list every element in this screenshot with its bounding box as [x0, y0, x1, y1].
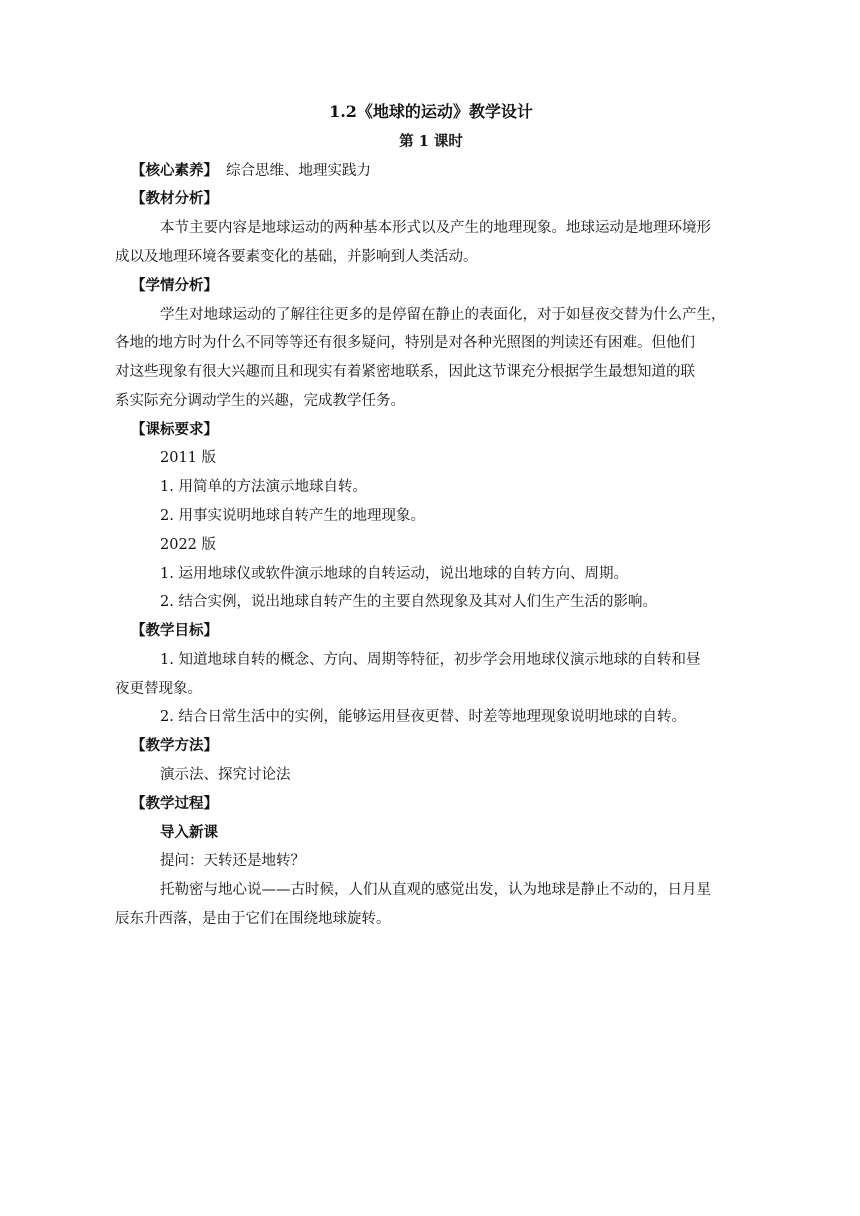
paragraph-line: 学生对地球运动的了解往往更多的是停留在静止的表面化，对于如昼夜交替为什么产生， — [160, 306, 726, 323]
student-analysis-paragraph — [115, 303, 731, 414]
core-literacy — [131, 159, 731, 184]
teaching-method-text: 演示法、探究讨论法 — [160, 767, 291, 783]
paragraph-line: 夜更替现象。 — [115, 680, 202, 697]
paragraph-line: 成以及地理环境各要素变化的基础，并影响到人类活动。 — [115, 248, 478, 265]
teaching-goal-item — [115, 648, 731, 701]
paragraph-line: 辰东升西落，是由于它们在围绕地球旋转。 — [115, 910, 391, 927]
standard-version-2011: 2011 版 — [160, 450, 217, 467]
standard-item: 2. 结合实例，说出地球自转产生的主要自然现象及其对人们生产生活的影响。 — [160, 594, 657, 611]
teaching-goal-item: 2. 结合日常生活中的实例，能够运用昼夜更替、时差等地理现象说明地球的自转。 — [160, 709, 686, 726]
paragraph-line: 各地的地方时为什么不同等等还有很多疑问，特别是对各种光照图的判读还有困难。但他们 — [115, 335, 695, 352]
standard-version-2022: 2022 版 — [160, 536, 217, 553]
intro-question: 提问：天转还是地转？ — [160, 853, 305, 870]
paragraph-line: 1. 知道地球自转的概念、方向、周期等特征，初步学会用地球仪演示地球的自转和昼 — [160, 651, 701, 668]
standard-item: 2. 用事实说明地球自转产生的地理现象。 — [160, 507, 425, 524]
teaching-process-heading: 【教学过程】 — [131, 794, 218, 812]
textbook-analysis-heading: 【教材分析】 — [131, 190, 218, 208]
paragraph-line: 本节主要内容是地球运动的两种基本形式以及产生的地理现象。地球运动是地理环境形 — [160, 220, 711, 237]
paragraph-line: 系实际充分调动学生的兴趣，完成教学任务。 — [115, 392, 405, 409]
core-literacy-heading: 【核心素养】 — [131, 161, 218, 179]
core-literacy-text: 综合思维、地理实践力 — [226, 162, 371, 179]
document-title: 1.2《地球的运动》教学设计 — [329, 102, 533, 121]
paragraph-line: 托勒密与地心说——古时候，人们从直观的感觉出发，认为地球是静止不动的，日月星 — [160, 882, 711, 899]
student-analysis-heading: 【学情分析】 — [131, 276, 218, 294]
paragraph-line: 对这些现象有很大兴趣而且和现实有着紧密地联系，因此这节课充分根据学生最想知道的联 — [115, 364, 695, 381]
document-content — [115, 100, 731, 936]
textbook-analysis-paragraph — [115, 216, 731, 269]
teaching-goals-heading: 【教学目标】 — [131, 622, 218, 640]
intro-subheading: 导入新课 — [160, 823, 218, 841]
teaching-method-heading: 【教学方法】 — [131, 737, 218, 755]
standard-item: 1. 运用地球仪或软件演示地球的自转运动，说出地球的自转方向、周期。 — [160, 565, 628, 582]
standard-item: 1. 用简单的方法演示地球自转。 — [160, 479, 367, 496]
lesson-label: 第 1 课时 — [399, 133, 463, 150]
geocentric-paragraph — [115, 878, 731, 931]
curriculum-standards-heading: 【课标要求】 — [131, 420, 218, 438]
